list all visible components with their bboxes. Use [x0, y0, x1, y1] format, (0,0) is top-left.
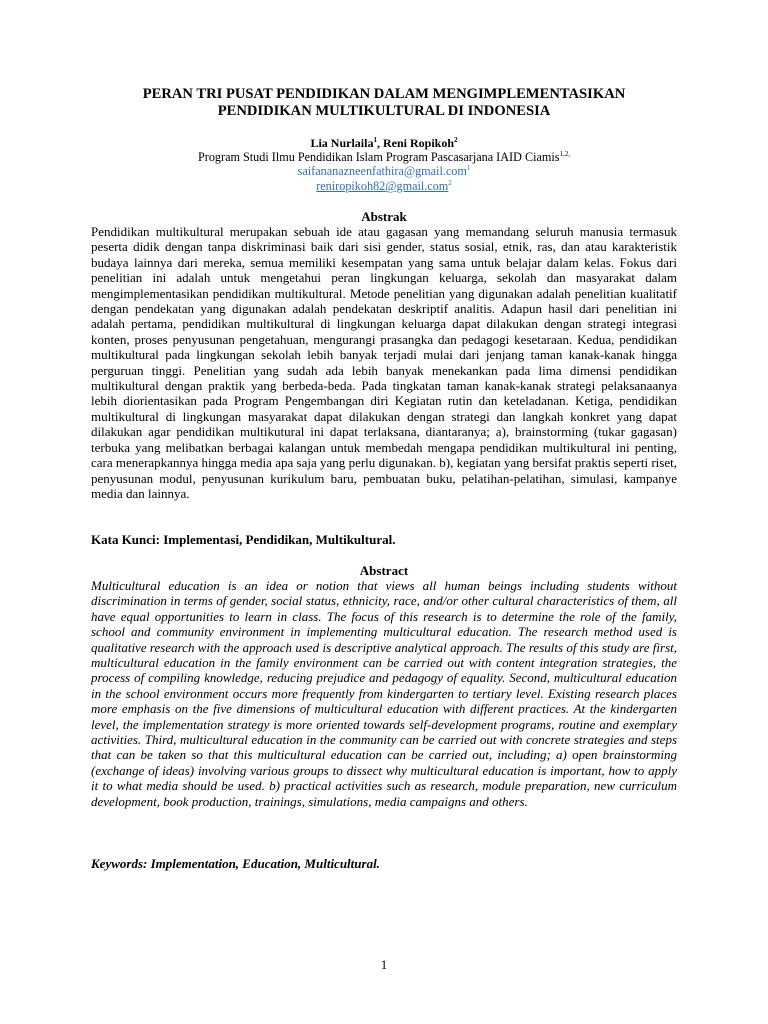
email-link-2[interactable]: reniropikoh82@gmail.com	[316, 179, 449, 193]
email-1	[60, 164, 708, 179]
email-2	[60, 179, 708, 194]
email-2-mark: 2	[448, 178, 452, 187]
abstrak-body: Pendidikan multikultural merupakan sebuah ide atau gagasan yang memandang seluruh manusia termasuk peserta didik dengan tanpa diskriminasi baik dari sisi gender, status sosial, etnik, ras, dan atau karakteristik budaya lainnya dari mereka, semua memiliki kesempatan yang sama untuk belajar dalam kelas. Fokus dari penelitian ini adalah untuk mengetahui peran lingkungan keluarga, sekolah dan masyarakat dalam mengimplementasikan pendidikan multikultural. Metode penelitian yang digunakan adalah penelitian kualitatif dengan pendekatan yang digunakan adalah pendekatan deskriptif analitis. Adapun hasil dari penelitian ini adalah pertama, pendidikan multikultural di lingkungan keluarga dapat dilakukan dengan strategi integrasi konten, proses penyusunan pengetahuan, mengurangi prasangka dan pedagogi kesetaraan. Kedua, pendidikan multikultural pada lingkungan sekolah lebih banyak terjadi mulai dari jenjang taman kanak-kanak hingga perguruan tinggi. Penelitian yang sudah ada lebih banyak menekankan pada lima dimensi pendidikan multikultural dengan praktik yang berbeda-beda. Pada tingkatan taman kanak-kanak strategi pelaksanaanya lebih diorientasikan pada Program Pengembangan diri Kegiatan rutin dan keteladanan. Ketiga, pendidikan multikultural di lingkungan masyarakat dapat dilakukan dengan strategi dan langkah konkret yang dapat dilakukan agar pendidikan multikutural ini dapat terlaksana, diantaranya; a), brainstorming (tukar gagasan) terbuka yang melibatkan berbagai kalangan untuk membedah mengapa pendidikan multikultural ini penting, cara menerapkannya hingga media apa saja yang perlu digunakan. b), kegiatan yang bersifat praktis seperti riset, penyusunan modul, penyusunan kurikulum baru, pembuatan buku, pelatihan-pelatihan, simulasi, kampanye media dan lainnya.	[91, 224, 677, 501]
abstract-body: Multicultural education is an idea or notion that views all human beings including students without discrimination in terms of gender, social status, ethnicity, race, and/or other cultural characteristics of them, all have equal opportunities to learn in class. The focus of this research is to determine the role of the family, school and community environment in implementing multicultural education. The research method used is qualitative research with the approach used is descriptive analytical approach. The results of this study are first, multicultural education in the family environment can be carried out with content integration strategies, the process of compiling knowledge, reducing prejudice and pedagogy of equality. Second, multicultural education in the school environment occurs more frequently from kindergarten to tertiary level. Existing research places more emphasis on the five dimensions of multicultural education with different practices. At the kindergarten level, the implementation strategy is more oriented towards self-development programs, routine and exemplary activities. Third, multicultural education in the community can be carried out with concrete strategies and steps that can be taken so that this multicultural education can be carried out, including; a) open brainstorming (exchange of ideas) involving various groups to dissect why multicultural education is important, how to apply it to what media should be used. b) practical activities such as research, module preparation, new curriculum development, book production, trainings, simulations, media campaigns and others.	[91, 578, 677, 809]
author-1-affil-mark: 1	[373, 136, 377, 144]
kata-kunci: Kata Kunci: Implementasi, Pendidikan, Multikultural.	[91, 532, 396, 547]
author-2: Reni Ropikoh	[382, 136, 455, 150]
affiliation-text: Program Studi Ilmu Pendidikan Islam Program Pascasarjana IAID Ciamis	[197, 150, 560, 164]
email-1-mark: 1	[466, 163, 471, 172]
email-link-1[interactable]: saifananazneenfathira@gmail.com	[297, 164, 467, 178]
keywords: Keywords: Implementation, Education, Multicultural.	[91, 856, 380, 871]
abstract-heading: Abstract	[359, 563, 409, 578]
page-number: 1	[380, 957, 388, 972]
affiliation-mark: 1,2,	[559, 149, 570, 158]
author-2-affil-mark: 2	[454, 136, 458, 144]
author-list	[60, 136, 708, 151]
author-separator: ,	[376, 136, 383, 150]
paper-title	[60, 86, 708, 120]
abstrak-heading: Abstrak	[361, 209, 407, 224]
title-line-2: PENDIDIKAN MULTIKULTURAL DI INDONESIA	[217, 103, 551, 119]
title-line-1: PERAN TRI PUSAT PENDIDIKAN DALAM MENGIMPLEMENTASIKAN	[142, 86, 626, 102]
author-1: Lia Nurlaila	[310, 136, 374, 150]
affiliation	[60, 150, 708, 165]
